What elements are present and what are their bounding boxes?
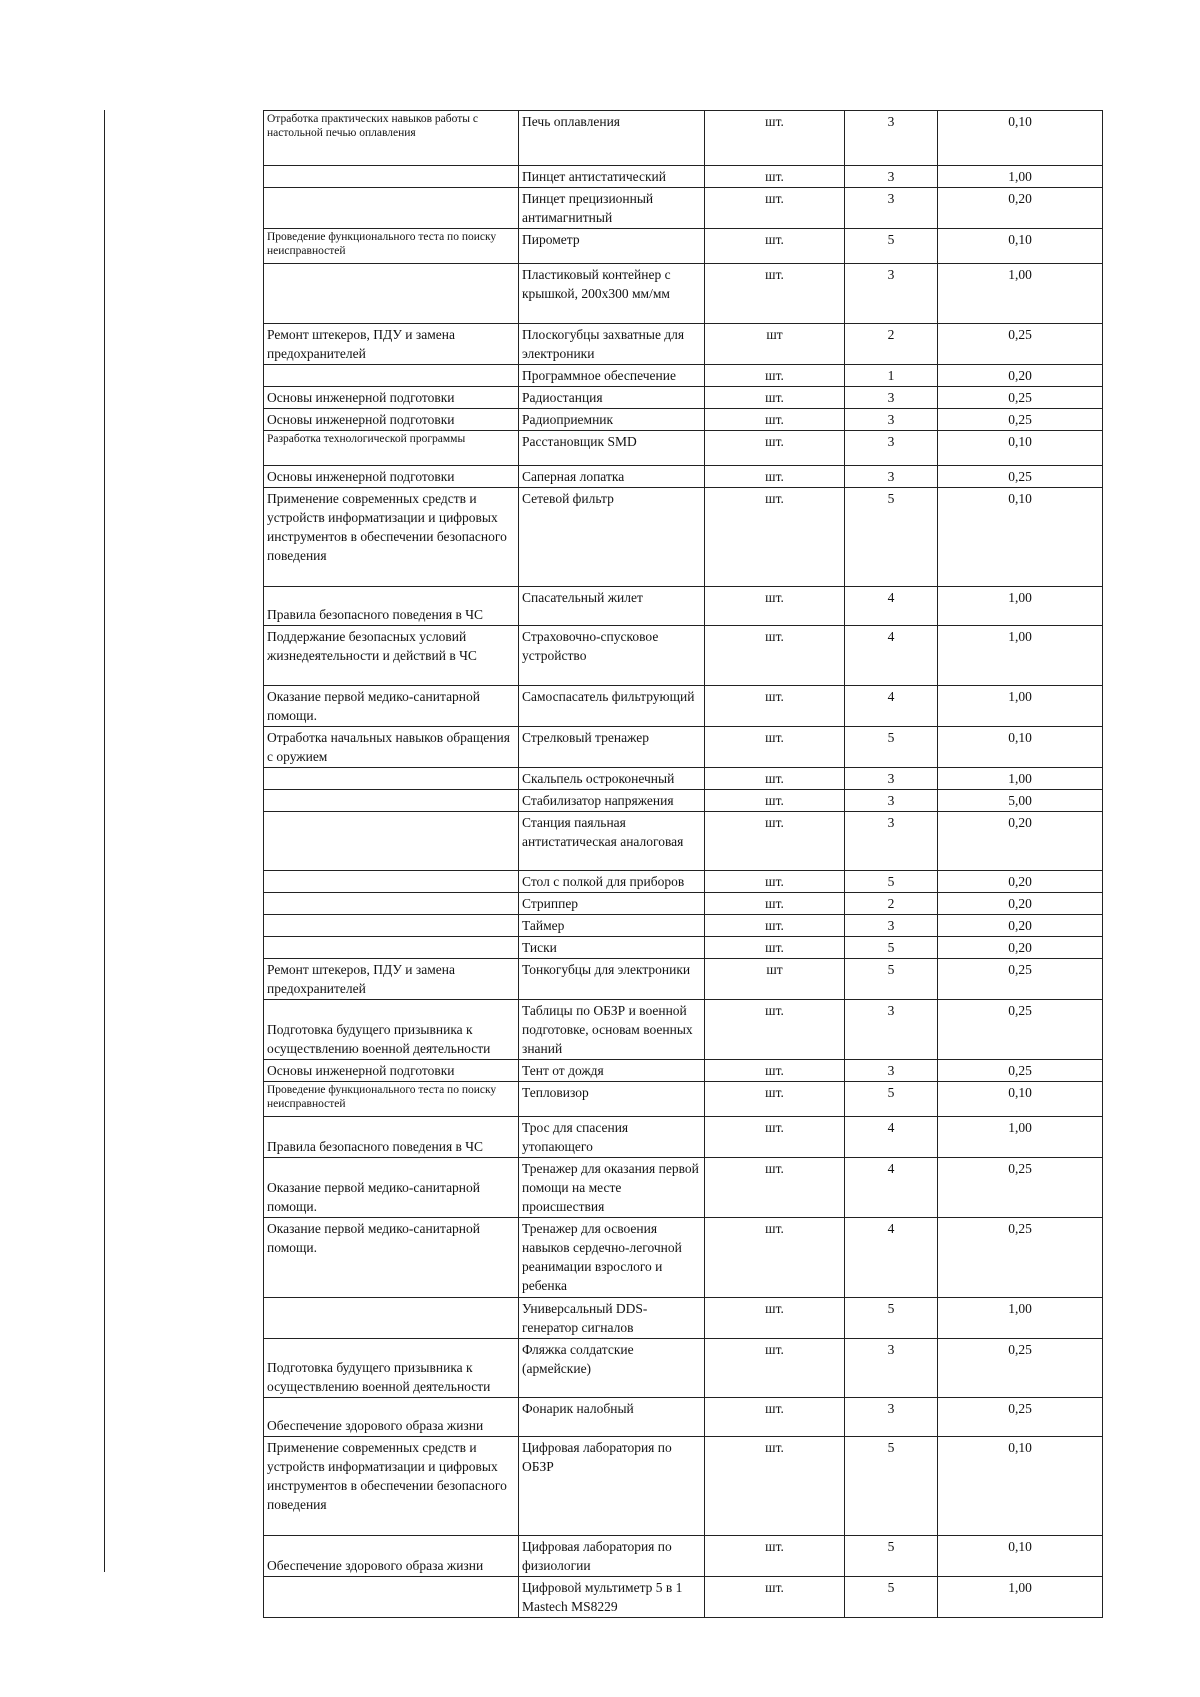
value-cell: 0,20: [938, 365, 1103, 387]
left-margin-line: [104, 110, 105, 1572]
item-name-cell: Стабилизатор напряжения: [519, 790, 705, 812]
item-name-cell: Тренажер для оказания первой помощи на месте происшествия: [519, 1158, 705, 1218]
value-cell: 1,00: [938, 768, 1103, 790]
activity-cell: Обеспечение здорового образа жизни: [264, 1536, 519, 1577]
item-name-cell: Станция паяльная антистатическая аналоговая: [519, 812, 705, 871]
activity-cell: [264, 812, 519, 871]
activity-cell: [264, 790, 519, 812]
unit-cell: шт.: [705, 893, 845, 915]
value-cell: 0,10: [938, 1437, 1103, 1536]
item-name-cell: Программное обеспечение: [519, 365, 705, 387]
quantity-cell: 3: [845, 264, 938, 324]
quantity-cell: 3: [845, 188, 938, 229]
value-cell: 1,00: [938, 166, 1103, 188]
quantity-cell: 5: [845, 1577, 938, 1618]
value-cell: 0,25: [938, 1000, 1103, 1060]
quantity-cell: 4: [845, 1117, 938, 1158]
item-name-cell: Тиски: [519, 937, 705, 959]
unit-cell: шт.: [705, 1082, 845, 1117]
quantity-cell: 3: [845, 812, 938, 871]
quantity-cell: 5: [845, 1437, 938, 1536]
item-name-cell: Цифровая лаборатория по физиологии: [519, 1536, 705, 1577]
item-name-cell: Фляжка солдатские (армейские): [519, 1339, 705, 1398]
unit-cell: шт.: [705, 915, 845, 937]
item-name-cell: Спасательный жилет: [519, 587, 705, 626]
activity-cell: Обеспечение здорового образа жизни: [264, 1398, 519, 1437]
unit-cell: шт.: [705, 937, 845, 959]
table-row: [264, 1577, 1103, 1618]
table-row: [264, 166, 1103, 188]
unit-cell: шт.: [705, 1577, 845, 1618]
unit-cell: шт: [705, 959, 845, 1000]
unit-cell: шт.: [705, 1398, 845, 1437]
table-row: [264, 229, 1103, 264]
unit-cell: шт.: [705, 1339, 845, 1398]
table-row: [264, 1536, 1103, 1577]
value-cell: 1,00: [938, 1117, 1103, 1158]
item-name-cell: Скальпель остроконечный: [519, 768, 705, 790]
quantity-cell: 2: [845, 324, 938, 365]
value-cell: 0,10: [938, 111, 1103, 166]
activity-cell: Отработка практических навыков работы с настольной печью оплавления: [264, 111, 519, 166]
item-name-cell: Пинцет антистатический: [519, 166, 705, 188]
activity-cell: [264, 1298, 519, 1339]
unit-cell: шт.: [705, 1117, 845, 1158]
activity-cell: Ремонт штекеров, ПДУ и замена предохранителей: [264, 959, 519, 1000]
table-row: [264, 915, 1103, 937]
unit-cell: шт.: [705, 686, 845, 727]
value-cell: 1,00: [938, 587, 1103, 626]
unit-cell: шт.: [705, 431, 845, 466]
value-cell: 0,20: [938, 915, 1103, 937]
quantity-cell: 3: [845, 1000, 938, 1060]
value-cell: 1,00: [938, 264, 1103, 324]
item-name-cell: Радиоприемник: [519, 409, 705, 431]
table-row: [264, 387, 1103, 409]
item-name-cell: Цифровая лаборатория по ОБЗР: [519, 1437, 705, 1536]
table-row: [264, 893, 1103, 915]
item-name-cell: Стол с полкой для приборов: [519, 871, 705, 893]
item-name-cell: Расстановщик SMD: [519, 431, 705, 466]
table-row: [264, 587, 1103, 626]
activity-cell: [264, 365, 519, 387]
unit-cell: шт.: [705, 812, 845, 871]
table-row: [264, 111, 1103, 166]
activity-cell: [264, 893, 519, 915]
quantity-cell: 4: [845, 1218, 938, 1298]
activity-cell: [264, 1577, 519, 1618]
value-cell: 0,10: [938, 488, 1103, 587]
item-name-cell: Саперная лопатка: [519, 466, 705, 488]
value-cell: 0,25: [938, 409, 1103, 431]
item-name-cell: Пинцет прецизионный антимагнитный: [519, 188, 705, 229]
activity-cell: Подготовка будущего призывника к осуществлению военной деятельности: [264, 1000, 519, 1060]
quantity-cell: 3: [845, 111, 938, 166]
value-cell: 0,25: [938, 1158, 1103, 1218]
item-name-cell: Стриппер: [519, 893, 705, 915]
item-name-cell: Плоскогубцы захватные для электроники: [519, 324, 705, 365]
activity-cell: Отработка начальных навыков обращения с оружием: [264, 727, 519, 768]
value-cell: 0,25: [938, 324, 1103, 365]
unit-cell: шт.: [705, 1536, 845, 1577]
value-cell: 0,10: [938, 1082, 1103, 1117]
activity-cell: Применение современных средств и устройств информатизации и цифровых инструментов в обеспечении безопасного поведения: [264, 1437, 519, 1536]
unit-cell: шт.: [705, 1218, 845, 1298]
quantity-cell: 3: [845, 1339, 938, 1398]
unit-cell: шт.: [705, 365, 845, 387]
unit-cell: шт.: [705, 264, 845, 324]
item-name-cell: Фонарик налобный: [519, 1398, 705, 1437]
table-row: [264, 768, 1103, 790]
unit-cell: шт.: [705, 790, 845, 812]
table-row: [264, 324, 1103, 365]
unit-cell: шт.: [705, 626, 845, 686]
value-cell: 0,25: [938, 466, 1103, 488]
item-name-cell: Сетевой фильтр: [519, 488, 705, 587]
activity-cell: [264, 188, 519, 229]
quantity-cell: 3: [845, 466, 938, 488]
value-cell: 0,25: [938, 387, 1103, 409]
item-name-cell: Пирометр: [519, 229, 705, 264]
table-row: [264, 409, 1103, 431]
item-name-cell: Тент от дождя: [519, 1060, 705, 1082]
activity-cell: [264, 871, 519, 893]
table-row: [264, 1082, 1103, 1117]
item-name-cell: Радиостанция: [519, 387, 705, 409]
activity-cell: Оказание первой медико-санитарной помощи.: [264, 686, 519, 727]
quantity-cell: 3: [845, 387, 938, 409]
activity-cell: Основы инженерной подготовки: [264, 1060, 519, 1082]
quantity-cell: 5: [845, 1298, 938, 1339]
value-cell: 0,10: [938, 431, 1103, 466]
item-name-cell: Тонкогубцы для электроники: [519, 959, 705, 1000]
quantity-cell: 5: [845, 959, 938, 1000]
item-name-cell: Стрелковый тренажер: [519, 727, 705, 768]
activity-cell: Ремонт штекеров, ПДУ и замена предохранителей: [264, 324, 519, 365]
quantity-cell: 5: [845, 1082, 938, 1117]
unit-cell: шт.: [705, 1158, 845, 1218]
quantity-cell: 4: [845, 626, 938, 686]
value-cell: 0,20: [938, 812, 1103, 871]
unit-cell: шт.: [705, 188, 845, 229]
activity-cell: Подготовка будущего призывника к осуществлению военной деятельности: [264, 1339, 519, 1398]
unit-cell: шт.: [705, 871, 845, 893]
table-row: [264, 488, 1103, 587]
unit-cell: шт.: [705, 166, 845, 188]
value-cell: 0,25: [938, 1339, 1103, 1398]
equipment-table: [263, 110, 1103, 1618]
quantity-cell: 3: [845, 790, 938, 812]
unit-cell: шт.: [705, 387, 845, 409]
table-row: [264, 1398, 1103, 1437]
item-name-cell: Тепловизор: [519, 1082, 705, 1117]
table-row: [264, 1218, 1103, 1298]
activity-cell: [264, 166, 519, 188]
table-row: [264, 871, 1103, 893]
item-name-cell: Таблицы по ОБЗР и военной подготовке, основам военных знаний: [519, 1000, 705, 1060]
item-name-cell: Таймер: [519, 915, 705, 937]
quantity-cell: 3: [845, 768, 938, 790]
value-cell: 0,20: [938, 188, 1103, 229]
unit-cell: шт.: [705, 727, 845, 768]
quantity-cell: 5: [845, 229, 938, 264]
table-row: [264, 727, 1103, 768]
table-row: [264, 790, 1103, 812]
quantity-cell: 4: [845, 587, 938, 626]
activity-cell: [264, 915, 519, 937]
activity-cell: [264, 768, 519, 790]
value-cell: 1,00: [938, 1577, 1103, 1618]
table-row: [264, 188, 1103, 229]
unit-cell: шт.: [705, 1000, 845, 1060]
quantity-cell: 4: [845, 1158, 938, 1218]
quantity-cell: 1: [845, 365, 938, 387]
unit-cell: шт.: [705, 466, 845, 488]
activity-cell: Оказание первой медико-санитарной помощи.: [264, 1158, 519, 1218]
table-row: [264, 365, 1103, 387]
quantity-cell: 5: [845, 727, 938, 768]
quantity-cell: 3: [845, 1398, 938, 1437]
quantity-cell: 5: [845, 488, 938, 587]
value-cell: 0,10: [938, 727, 1103, 768]
quantity-cell: 5: [845, 937, 938, 959]
quantity-cell: 5: [845, 1536, 938, 1577]
table-row: [264, 1060, 1103, 1082]
table-row: [264, 937, 1103, 959]
table-row: [264, 1437, 1103, 1536]
equipment-table-body: [264, 111, 1103, 1618]
table-row: [264, 431, 1103, 466]
unit-cell: шт.: [705, 1060, 845, 1082]
table-row: [264, 812, 1103, 871]
value-cell: 0,20: [938, 871, 1103, 893]
activity-cell: [264, 264, 519, 324]
item-name-cell: Трос для спасения утопающего: [519, 1117, 705, 1158]
table-row: [264, 466, 1103, 488]
unit-cell: шт: [705, 324, 845, 365]
activity-cell: Проведение функционального теста по поиску неисправностей: [264, 1082, 519, 1117]
quantity-cell: 3: [845, 409, 938, 431]
unit-cell: шт.: [705, 488, 845, 587]
quantity-cell: 3: [845, 1060, 938, 1082]
quantity-cell: 3: [845, 166, 938, 188]
activity-cell: Основы инженерной подготовки: [264, 409, 519, 431]
table-row: [264, 1298, 1103, 1339]
value-cell: 0,10: [938, 1536, 1103, 1577]
table-row: [264, 1000, 1103, 1060]
activity-cell: [264, 937, 519, 959]
quantity-cell: 2: [845, 893, 938, 915]
activity-cell: Правила безопасного поведения в ЧС: [264, 587, 519, 626]
unit-cell: шт.: [705, 409, 845, 431]
item-name-cell: Тренажер для освоения навыков сердечно-легочной реанимации взрослого и ребенка: [519, 1218, 705, 1298]
quantity-cell: 5: [845, 871, 938, 893]
unit-cell: шт.: [705, 111, 845, 166]
value-cell: 5,00: [938, 790, 1103, 812]
value-cell: 0,25: [938, 1060, 1103, 1082]
activity-cell: Поддержание безопасных условий жизнедеятельности и действий в ЧС: [264, 626, 519, 686]
activity-cell: Применение современных средств и устройств информатизации и цифровых инструментов в обеспечении безопасного поведения: [264, 488, 519, 587]
table-row: [264, 1339, 1103, 1398]
table-row: [264, 1158, 1103, 1218]
item-name-cell: Самоспасатель фильтрующий: [519, 686, 705, 727]
quantity-cell: 3: [845, 915, 938, 937]
unit-cell: шт.: [705, 229, 845, 264]
value-cell: 0,10: [938, 229, 1103, 264]
table-row: [264, 686, 1103, 727]
value-cell: 0,20: [938, 893, 1103, 915]
table-row: [264, 264, 1103, 324]
value-cell: 0,20: [938, 937, 1103, 959]
value-cell: 1,00: [938, 626, 1103, 686]
unit-cell: шт.: [705, 587, 845, 626]
activity-cell: Проведение функционального теста по поиску неисправностей: [264, 229, 519, 264]
table-row: [264, 626, 1103, 686]
quantity-cell: 3: [845, 431, 938, 466]
item-name-cell: Универсальный DDS-генератор сигналов: [519, 1298, 705, 1339]
activity-cell: Правила безопасного поведения в ЧС: [264, 1117, 519, 1158]
table-row: [264, 959, 1103, 1000]
value-cell: 1,00: [938, 686, 1103, 727]
activity-cell: Оказание первой медико-санитарной помощи.: [264, 1218, 519, 1298]
unit-cell: шт.: [705, 1298, 845, 1339]
unit-cell: шт.: [705, 768, 845, 790]
value-cell: 0,25: [938, 959, 1103, 1000]
item-name-cell: Печь оплавления: [519, 111, 705, 166]
activity-cell: Основы инженерной подготовки: [264, 466, 519, 488]
activity-cell: Основы инженерной подготовки: [264, 387, 519, 409]
value-cell: 0,25: [938, 1398, 1103, 1437]
unit-cell: шт.: [705, 1437, 845, 1536]
activity-cell: Разработка технологической программы: [264, 431, 519, 466]
quantity-cell: 4: [845, 686, 938, 727]
item-name-cell: Пластиковый контейнер с крышкой, 200х300 мм/мм: [519, 264, 705, 324]
item-name-cell: Страховочно-спусковое устройство: [519, 626, 705, 686]
value-cell: 1,00: [938, 1298, 1103, 1339]
item-name-cell: Цифровой мультиметр 5 в 1 Mastech MS8229: [519, 1577, 705, 1618]
table-row: [264, 1117, 1103, 1158]
value-cell: 0,25: [938, 1218, 1103, 1298]
